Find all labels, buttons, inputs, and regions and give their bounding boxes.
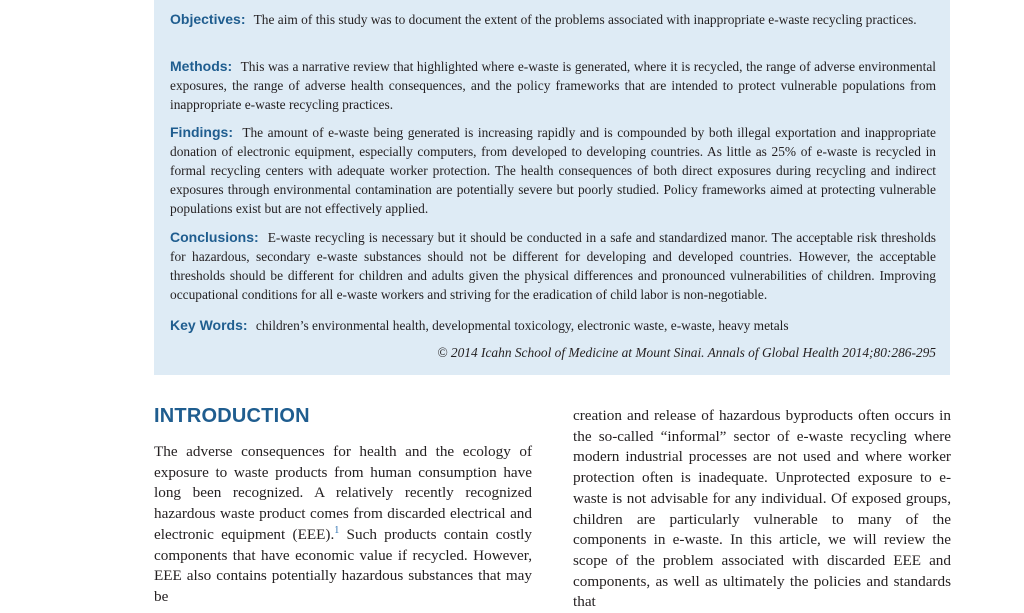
introduction-right-column: creation and release of hazardous byproducts often occurs in the so-called “informal” sector of e-waste recycling where modern industrial processes are not used and where worker protection often is inadequate. Unprotected exposure to e-waste is not advisable for any individual. Of exposed groups, children are particularly vulnerable to many of the components in e-waste. In this article, we will review the scope of the problem associated with discarded EEE and components, as well as ultimately the policies and standards that [573, 407, 951, 611]
introduction-left-column [154, 442, 532, 608]
findings-label: Findings: [170, 124, 233, 140]
objectives-label: Objectives: [170, 11, 246, 27]
abstract-conclusions [170, 228, 936, 304]
methods-label: Methods: [170, 58, 233, 74]
methods-text: This was a narrative review that highlighted where e-waste is generated, where it is recycled, the range of adverse environmental exposures, the range of adverse health consequences, and the policy frameworks that are intended to protect vulnerable populations from inappropriate e-waste recycling practices. [170, 59, 936, 112]
keywords-label: Key Words: [170, 317, 248, 333]
objectives-text: The aim of this study was to document the extent of the problems associated with inappropriate e-waste recycling practices. [253, 12, 917, 27]
abstract-objectives [170, 10, 936, 29]
intro-left-text-2: Such products contain costly components that have economic value if recycled. However, EEE also contains potentially hazardous substances that may be [154, 525, 532, 605]
copyright-line: © 2014 Icahn School of Medicine at Mount Sinai. Annals of Global Health 2014;80:286-295 [437, 345, 936, 360]
intro-left-text: The adverse consequences for health and the ecology of exposure to waste products from human consumption have long been recognized. A relatively recently recognized hazardous waste product comes from discarded electrical and electronic equipment (EEE). [154, 443, 532, 543]
conclusions-label: Conclusions: [170, 229, 259, 245]
abstract-keywords [170, 316, 936, 335]
keywords-text: children’s environmental health, developmental toxicology, electronic waste, e-waste, heavy metals [255, 318, 789, 333]
conclusions-text: E-waste recycling is necessary but it should be conducted in a safe and standardized manor. The acceptable risk thresholds for hazardous, secondary e-waste substances should not be different for developing and developed countries. However, the acceptable thresholds should be different for children and adults given the physical differences and pronounced vulnerabilities of children. Improving occupational conditions for all e-waste workers and striving for the eradication of child labor is non-negotiable. [170, 230, 936, 302]
introduction-heading: INTRODUCTION [154, 405, 310, 427]
abstract-findings [170, 123, 936, 218]
reference-link-1[interactable]: 1 [334, 524, 340, 536]
findings-text: The amount of e-waste being generated is increasing rapidly and is compounded by both illegal exportation and inappropriate donation of electronic equipment, especially computers, from developed to developing countries. As little as 25% of e-waste is recycled in formal recycling centers with adequate worker protection. The health consequences of both direct exposures during recycling and indirect exposures through environmental contamination are potentially severe but poorly studied. Policy frameworks aimed at protecting vulnerable populations exist but are not effectively applied. [170, 125, 937, 216]
abstract-methods [170, 57, 936, 114]
